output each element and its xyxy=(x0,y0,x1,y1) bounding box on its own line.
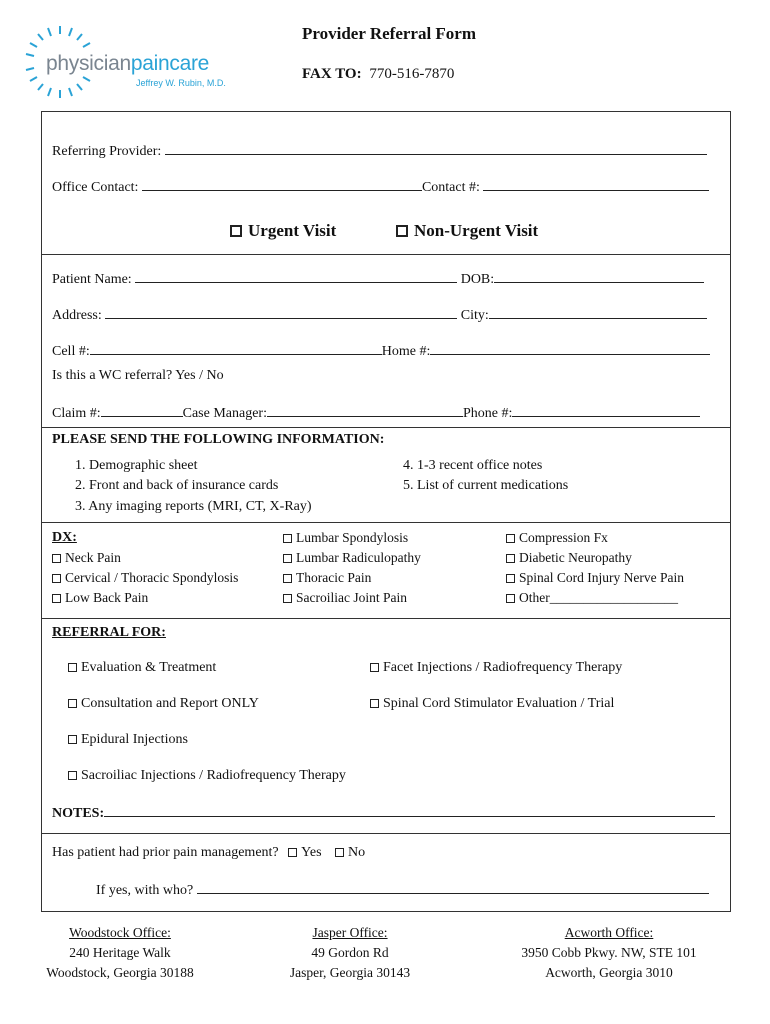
cell-label: Cell #: xyxy=(52,344,90,359)
address-row xyxy=(52,306,718,324)
referral-label: Evaluation & Treatment xyxy=(81,660,217,675)
info-item: 4. 1-3 recent office notes xyxy=(403,458,543,473)
dx-option[interactable] xyxy=(283,530,408,546)
referring-provider-field[interactable] xyxy=(165,142,707,155)
notes-row xyxy=(52,804,718,822)
contact-number-field[interactable] xyxy=(483,178,709,191)
checkbox[interactable] xyxy=(283,554,292,563)
referral-heading: REFERRAL FOR: xyxy=(52,625,166,640)
info-item: 3. Any imaging reports (MRI, CT, X-Ray) xyxy=(75,499,312,514)
fax-number: 770-516-7870 xyxy=(369,66,455,82)
dx-label: Lumbar Radiculopathy xyxy=(296,550,421,565)
divider xyxy=(41,833,731,834)
home-label: Home #: xyxy=(381,344,431,359)
referring-provider-row xyxy=(52,142,718,160)
case-manager-label: Case Manager: xyxy=(182,406,267,421)
dx-option[interactable] xyxy=(283,590,407,606)
referral-label: Facet Injections / Radiofrequency Therapy xyxy=(383,660,623,675)
dob-label: DOB: xyxy=(460,272,495,287)
wc-referral-question: Is this a WC referral? Yes / No xyxy=(52,368,224,383)
checkbox[interactable] xyxy=(506,534,515,543)
patient-name-label: Patient Name: xyxy=(52,272,132,287)
checkbox[interactable] xyxy=(283,594,292,603)
logo-text-paincare: paincare xyxy=(130,52,210,75)
referring-provider-label: Referring Provider: xyxy=(52,144,162,159)
claim-field[interactable] xyxy=(101,404,183,417)
no-label: No xyxy=(348,845,366,860)
claim-label: Claim #: xyxy=(52,406,101,421)
office-contact-field[interactable] xyxy=(142,178,422,191)
office-name: Jasper Office: xyxy=(312,925,388,940)
prior-pain-question: Has patient had prior pain management? xyxy=(52,845,279,860)
office-city: Acworth, Georgia 3010 xyxy=(545,965,673,980)
phone-label: Phone #: xyxy=(462,406,513,421)
checkbox[interactable] xyxy=(283,574,292,583)
non-urgent-visit-checkbox[interactable] xyxy=(396,225,408,237)
info-item: 2. Front and back of insurance cards xyxy=(75,478,279,493)
prior-pain-row xyxy=(52,845,718,861)
dx-option[interactable] xyxy=(52,590,148,606)
office-city: Woodstock, Georgia 30188 xyxy=(46,965,194,980)
city-label: City: xyxy=(460,308,489,323)
office-address: 49 Gordon Rd xyxy=(311,945,389,960)
notes-field[interactable] xyxy=(104,804,715,817)
with-who-label: If yes, with who? xyxy=(96,883,194,898)
office-name: Acworth Office: xyxy=(564,925,654,940)
checkbox[interactable] xyxy=(68,663,77,672)
urgent-visit-checkbox[interactable] xyxy=(230,225,242,237)
logo xyxy=(20,22,240,102)
checkbox[interactable] xyxy=(335,848,344,857)
checkbox[interactable] xyxy=(370,699,379,708)
yes-label: Yes xyxy=(301,845,322,860)
prior-yes-option[interactable] xyxy=(288,845,321,860)
referral-label: Consultation and Report ONLY xyxy=(81,696,259,711)
dx-option[interactable] xyxy=(52,570,238,586)
logo-text-physician: physician xyxy=(46,52,131,75)
address-label: Address: xyxy=(52,308,102,323)
referral-label: Sacroiliac Injections / Radiofrequency Therapy xyxy=(81,768,346,783)
divider xyxy=(41,254,731,255)
contact-number-label: Contact #: xyxy=(421,180,480,195)
phone-field[interactable] xyxy=(512,404,700,417)
dx-label: Neck Pain xyxy=(65,550,121,565)
dx-label: Low Back Pain xyxy=(65,590,149,605)
checkbox[interactable] xyxy=(506,594,515,603)
dob-field[interactable] xyxy=(494,270,704,283)
office-acworth xyxy=(506,923,712,983)
phone-row xyxy=(52,342,718,360)
dx-heading: DX: xyxy=(52,530,77,545)
checkbox[interactable] xyxy=(506,554,515,563)
referral-option[interactable] xyxy=(68,732,188,748)
dx-label: Compression Fx xyxy=(519,530,608,545)
dx-label: Thoracic Pain xyxy=(296,570,372,585)
office-contact-row xyxy=(52,178,718,196)
dx-option[interactable] xyxy=(506,570,684,586)
dx-label: Other___________________ xyxy=(519,590,678,605)
office-contact-label: Office Contact: xyxy=(52,180,139,195)
dx-option[interactable] xyxy=(506,590,678,606)
office-city: Jasper, Georgia 30143 xyxy=(289,965,411,980)
referral-option[interactable] xyxy=(68,768,346,784)
fax-label: FAX TO: xyxy=(302,66,362,82)
city-field[interactable] xyxy=(489,306,707,319)
dx-label: Cervical / Thoracic Spondylosis xyxy=(65,570,239,585)
divider xyxy=(41,618,731,619)
checkbox[interactable] xyxy=(52,554,61,563)
checkbox[interactable] xyxy=(52,574,61,583)
dx-option[interactable] xyxy=(283,570,371,586)
dx-option[interactable] xyxy=(506,530,608,546)
logo-subtitle: Jeffrey W. Rubin, M.D. xyxy=(136,78,226,88)
divider xyxy=(41,427,731,428)
checkbox[interactable] xyxy=(283,534,292,543)
non-urgent-visit-label: Non-Urgent Visit xyxy=(414,221,539,240)
checkbox[interactable] xyxy=(506,574,515,583)
office-address: 3950 Cobb Pkwy. NW, STE 101 xyxy=(521,945,697,960)
patient-name-field[interactable] xyxy=(135,270,457,283)
referral-option[interactable] xyxy=(370,660,622,676)
dx-label: Sacroiliac Joint Pain xyxy=(296,590,407,605)
prior-no-option[interactable] xyxy=(335,845,365,860)
checkbox[interactable] xyxy=(52,594,61,603)
info-item: 5. List of current medications xyxy=(403,478,569,493)
dx-option[interactable] xyxy=(52,550,121,566)
patient-name-row xyxy=(52,270,718,288)
office-address: 240 Heritage Walk xyxy=(69,945,171,960)
with-who-row xyxy=(96,881,709,899)
claim-row xyxy=(52,404,718,422)
office-woodstock xyxy=(34,923,206,983)
fax-line xyxy=(302,66,454,83)
referral-option[interactable] xyxy=(68,660,216,676)
checkbox[interactable] xyxy=(68,735,77,744)
urgent-visit-option[interactable] xyxy=(230,221,336,241)
dx-option[interactable] xyxy=(506,550,632,566)
case-manager-field[interactable] xyxy=(267,404,463,417)
checkbox[interactable] xyxy=(288,848,297,857)
office-jasper xyxy=(272,923,428,983)
office-name: Woodstock Office: xyxy=(69,925,171,940)
referral-label: Epidural Injections xyxy=(81,732,188,747)
dx-label: Diabetic Neuropathy xyxy=(519,550,632,565)
urgent-visit-label: Urgent Visit xyxy=(248,221,337,240)
referral-label: Spinal Cord Stimulator Evaluation / Trial xyxy=(383,696,615,711)
with-who-field[interactable] xyxy=(197,881,709,894)
checkbox[interactable] xyxy=(68,771,77,780)
non-urgent-visit-option[interactable] xyxy=(396,221,538,241)
dx-option[interactable] xyxy=(283,550,421,566)
page-title: Provider Referral Form xyxy=(302,24,477,43)
address-field[interactable] xyxy=(105,306,457,319)
dx-label: Spinal Cord Injury Nerve Pain xyxy=(519,570,684,585)
info-heading: PLEASE SEND THE FOLLOWING INFORMATION: xyxy=(52,432,385,447)
checkbox[interactable] xyxy=(370,663,379,672)
dx-label: Lumbar Spondylosis xyxy=(296,530,409,545)
divider xyxy=(41,522,731,523)
home-field[interactable] xyxy=(430,342,710,355)
notes-label: NOTES: xyxy=(52,806,105,821)
referral-option[interactable] xyxy=(68,696,259,712)
info-item: 1. Demographic sheet xyxy=(75,458,198,473)
referral-option[interactable] xyxy=(370,696,614,712)
checkbox[interactable] xyxy=(68,699,77,708)
cell-field[interactable] xyxy=(90,342,382,355)
